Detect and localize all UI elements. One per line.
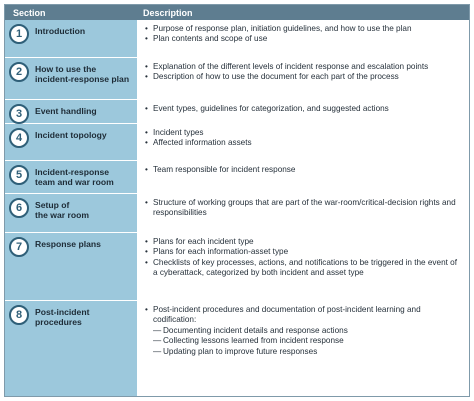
item-text: Incident types xyxy=(153,128,204,137)
section-title: How to use the incident-response plan xyxy=(35,64,130,84)
description-cell xyxy=(137,124,469,160)
section-number-badge: 1 xyxy=(9,24,29,44)
item-text: Purpose of response plan, initiation guidelines, and how to use the plan xyxy=(153,24,412,33)
section-title: Setup of the war room xyxy=(35,200,89,220)
bullet-item xyxy=(145,258,463,279)
bullet-item xyxy=(145,62,463,72)
bullet-marker: • xyxy=(145,128,148,137)
bullet-item xyxy=(145,72,463,82)
table-body xyxy=(5,20,469,396)
bullet-item xyxy=(145,165,463,175)
bullet-marker: • xyxy=(145,62,148,71)
sub-item xyxy=(145,336,463,346)
bullet-item xyxy=(145,305,463,326)
section-number-badge: 5 xyxy=(9,165,29,185)
section-title: Event handling xyxy=(35,106,97,116)
item-text: Plans for each incident type xyxy=(153,237,254,246)
table-row xyxy=(5,57,469,99)
section-cell xyxy=(5,301,137,396)
table-row xyxy=(5,300,469,396)
item-text: Affected information assets xyxy=(153,138,252,148)
item-text: Event types, guidelines for categorization, and suggested actions xyxy=(153,104,389,113)
dash-marker: — xyxy=(153,325,162,335)
section-title: Post-incident procedures xyxy=(35,307,90,327)
section-title: Incident topology xyxy=(35,130,107,140)
table-row xyxy=(5,232,469,300)
item-text: Post-incident procedures and documentation of post-incident learning and codification: xyxy=(153,305,421,325)
description-cell xyxy=(137,161,469,193)
bullet-marker: • xyxy=(145,165,148,174)
bullet-marker: • xyxy=(145,138,148,148)
incident-plan-table xyxy=(4,4,470,397)
description-cell xyxy=(137,20,469,57)
dash-marker: — xyxy=(153,336,162,346)
section-title: Response plans xyxy=(35,239,101,249)
table-row xyxy=(5,193,469,232)
bullet-item xyxy=(145,24,463,34)
section-cell xyxy=(5,124,137,160)
bullet-item xyxy=(145,34,463,44)
section-number-badge: 2 xyxy=(9,62,29,82)
bullet-marker: • xyxy=(145,257,148,267)
bullet-marker: • xyxy=(145,305,148,314)
bullet-item xyxy=(145,128,463,138)
item-text: Checklists of key processes, actions, and notifications to be triggered in the event of a cyberattack, categorized by both incident and asset type xyxy=(153,257,458,278)
item-text: Description of how to use the document for each part of the process xyxy=(153,72,399,82)
description-cell xyxy=(137,58,469,99)
dash-marker: — xyxy=(153,346,162,356)
item-text: Plan contents and scope of use xyxy=(153,34,268,44)
bullet-marker: • xyxy=(145,104,148,113)
sub-item xyxy=(145,347,463,357)
sub-item xyxy=(145,326,463,336)
item-text: Collecting lessons learned from incident response xyxy=(163,336,344,346)
section-number-badge: 6 xyxy=(9,198,29,218)
description-cell xyxy=(137,194,469,232)
bullet-item xyxy=(145,138,463,148)
bullet-marker: • xyxy=(145,24,148,33)
section-title: Incident-response team and war room xyxy=(35,167,114,187)
bullet-item xyxy=(145,247,463,257)
section-number-badge: 4 xyxy=(9,128,29,148)
section-cell xyxy=(5,100,137,123)
bullet-marker: • xyxy=(145,247,148,257)
bullet-marker: • xyxy=(145,198,148,207)
section-number-badge: 8 xyxy=(9,305,29,325)
section-cell xyxy=(5,161,137,193)
table-row xyxy=(5,20,469,57)
section-cell xyxy=(5,233,137,300)
table-header xyxy=(5,5,469,20)
bullet-marker: • xyxy=(145,237,148,246)
section-cell xyxy=(5,20,137,57)
description-column-header: Description xyxy=(143,7,193,18)
item-text: Updating plan to improve future responses xyxy=(163,346,318,356)
bullet-item xyxy=(145,104,463,114)
bullet-item xyxy=(145,198,463,219)
item-text: Documenting incident details and response actions xyxy=(163,325,348,335)
section-number-badge: 3 xyxy=(9,104,29,124)
section-title: Introduction xyxy=(35,26,86,36)
section-column-header: Section xyxy=(13,7,46,18)
item-text: Team responsible for incident response xyxy=(153,165,296,174)
section-number-badge: 7 xyxy=(9,237,29,257)
section-cell xyxy=(5,58,137,99)
table-row xyxy=(5,99,469,123)
description-cell xyxy=(137,100,469,123)
item-text: Plans for each information-asset type xyxy=(153,247,289,257)
table-row xyxy=(5,123,469,160)
bullet-marker: • xyxy=(145,72,148,82)
item-text: Explanation of the different levels of incident response and escalation points xyxy=(153,62,429,71)
description-cell xyxy=(137,301,469,396)
item-text: Structure of working groups that are part of the war-room/critical-decision rights and responsibilities xyxy=(153,198,456,218)
section-cell xyxy=(5,194,137,232)
bullet-marker: • xyxy=(145,34,148,44)
description-cell xyxy=(137,233,469,300)
bullet-item xyxy=(145,237,463,247)
table-row xyxy=(5,160,469,193)
